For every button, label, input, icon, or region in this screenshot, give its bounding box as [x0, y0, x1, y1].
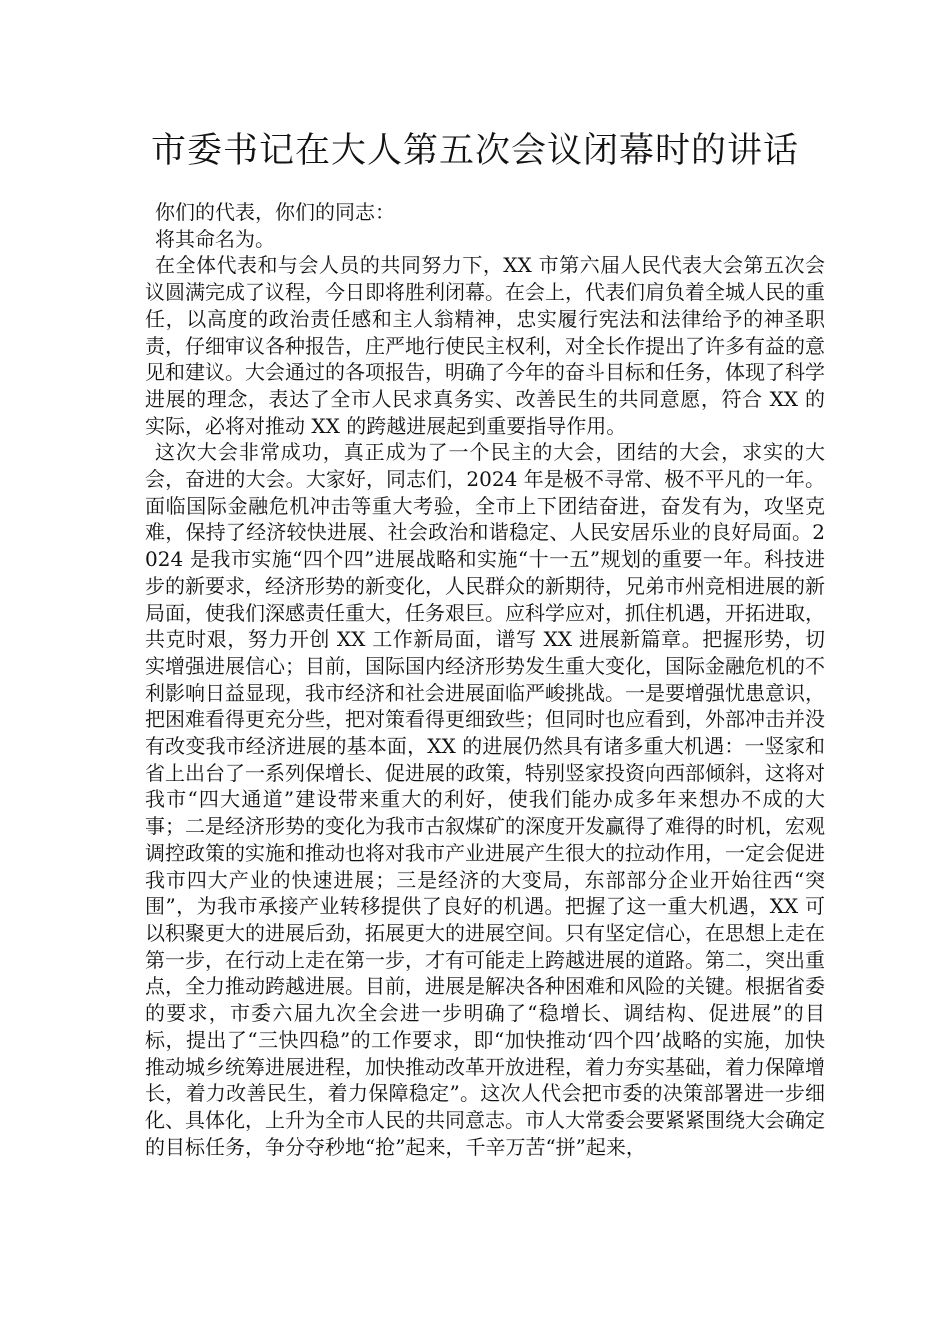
document-title: 市委书记在大人第五次会议闭幕时的讲话	[150, 131, 799, 171]
naming-paragraph: 将其命名为。	[155, 226, 275, 251]
document-body	[145, 199, 825, 1160]
body-paragraph: 在全体代表和与会人员的共同努力下，XX 市第六届人民代表大会第五次会议圆满完成了议程，今日即将胜利闭幕。在会上，代表们肩负着全城人民的重任，以高度的政治责任感和主人翁精神，忠实履行宪法和法律给予的神圣职责，仔细审议各种报告，庄严地行使民主权利，对全长作提出了许多有益的意见和建议。大会通过的各项报告，明确了今年的奋斗目标和任务，体现了科学进展的理念，表达了全市人民求真务实、改善民生的共同意愿，符合 XX 的实际，必将对推动 XX 的跨越进展起到重要指导作用。	[145, 253, 825, 438]
salutation-paragraph: 你们的代表，你们的同志：	[155, 200, 395, 224]
body-paragraph: 这次大会非常成功，真正成为了一个民主的大会，团结的大会，求实的大会，奋进的大会。大家好，同志们，2024 年是极不寻常、极不平凡的一年。面临国际金融危机冲击等重大考验，全市上下团结奋进，奋发有为，攻坚克难，保持了经济较快进展、社会政治和谐稳定、人民安居乐业的良好局面。2024 是我市实施“四个四”进展战略和实施“十一五”规划的重要一年。科技进步的新要求，经济形势的新变化，人民群众的新期待，兄弟市州竞相进展的新局面，使我们深感责任重大，任务艰巨。应科学应对，抓住机遇，开拓进取，共克时艰，努力开创 XX 工作新局面，谱写 XX 进展新篇章。把握形势，切实增强进展信心；目前，国际国内经济形势发生重大变化，国际金融危机的不利影响日益显现，我市经济和社会进展面临严峻挑战。一是要增强忧患意识，把困难看得更充分些，把对策看得更细致些；但同时也应看到，外部冲击并没有改变我市经济进展的基本面，XX 的进展仍然具有诸多重大机遇：一竖家和省上出台了一系列保增长、促进展的政策，特别竖家投资向西部倾斜，这将对我市“四大通道”建设带来重大的利好，使我们能办成多年来想办不成的大事；二是经济形势的变化为我市古叙煤矿的深度开发赢得了难得的时机，宏观调控政策的实施和推动也将对我市产业进展产生很大的拉动作用，一定会促进我市四大产业的快速进展；三是经济的大变局，东部部分企业开始往西“突围”，为我市承接产业转移提供了良好的机遇。把握了这一重大机遇，XX 可以积聚更大的进展后劲，拓展更大的进展空间。只有坚定信心，在思想上走在第一步，在行动上走在第一步，才有可能走上跨越进展的道路。第二，突出重点，全力推动跨越进展。目前，进展是解决各种困难和风险的关键。根据省委的要求，市委六届九次全会进一步明确了“稳增长、调结构、促进展”的目标，提出了“三快四稳”的工作要求，即“加快推动‘四个四’战略的实施，加快推动城乡统筹进展进程，加快推动改革开放进程，着力夯实基础，着力保障增长，着力改善民生，着力保障稳定”。这次人代会把市委的决策部署进一步细化、具体化，上升为全市人民的共同意志。市人大常委会要紧紧围绕大会确定的目标任务，争分夺秒地“抢”起来，千辛万苦“拼”起来，	[145, 440, 825, 1159]
